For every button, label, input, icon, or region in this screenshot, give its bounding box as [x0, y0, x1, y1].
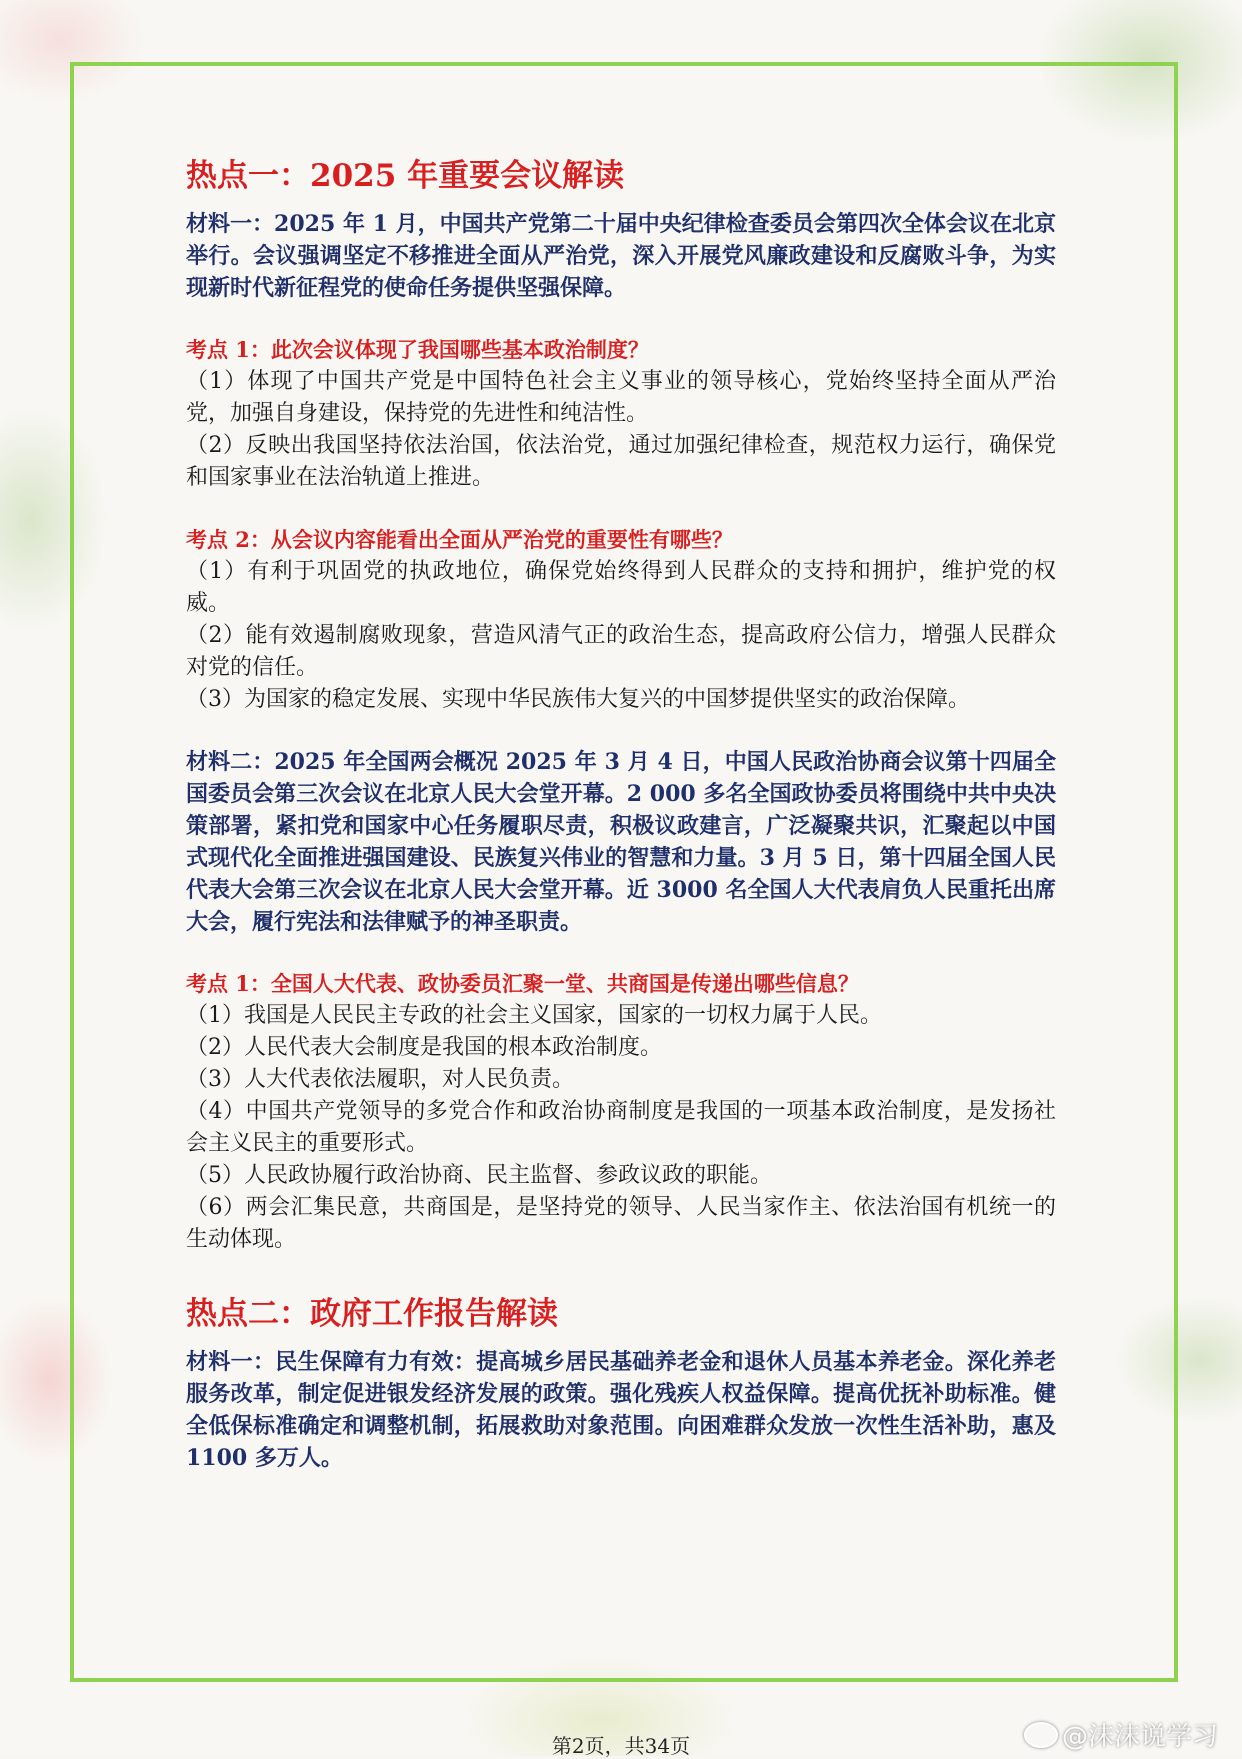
section-1-material-2: 材料二：2025 年全国两会概况 2025 年 3 月 4 日，中国人民政治协商会议第十四届全国委员会第三次会议在北京人民大会堂开幕。2 000 多名全国政协委员将围绕中共中央决策部署，紧扣党和国家中心任务履职尽责，积极议政建言，广泛凝聚共识，汇聚起以中国式现代化全面推进强国建设、民族复兴伟业的智慧和力量。3 月 5 日，第十四届全国人民代表大会第三次会议在北京人民大会堂开幕。近 3000 名全国人大代表肩负人民重托出席大会，履行宪法和法律赋予的神圣职责。 [186, 749, 1056, 935]
watermark-text: @沫沫说学习 [1061, 1722, 1218, 1752]
section-1-title: 热点一：2025 年重要会议解读 [186, 158, 625, 194]
kp-3-point-6: （6）两会汇集民意，共商国是，是坚持党的领导、人民当家作主、依法治国有机统一的生动体现。 [186, 1195, 1056, 1252]
section-2-title: 热点二：政府工作报告解读 [186, 1296, 558, 1332]
kp-2-point-1: （1）有利于巩固党的执政地位，确保党始终得到人民群众的支持和拥护，维护党的权威。 [186, 559, 1056, 616]
document-body [186, 154, 1056, 1474]
section-1-kp-1-title: 考点 1：此次会议体现了我国哪些基本政治制度？ [186, 337, 649, 362]
section-1-kp-2-title: 考点 2：从会议内容能看出全面从严治党的重要性有哪些？ [186, 527, 733, 552]
kp-3-point-1: （1）我国是人民民主专政的社会主义国家，国家的一切权力属于人民。 [186, 1003, 882, 1028]
kp-1-point-1: （1）体现了中国共产党是中国特色社会主义事业的领导核心，党始终坚持全面从严治党，加强自身建设，保持党的先进性和纯洁性。 [186, 369, 1056, 426]
section-2-material-1: 材料一：民生保障有力有效：提高城乡居民基础养老金和退休人员基本养老金。深化养老服务改革，制定促进银发经济发展的政策。强化残疾人权益保障。提高优抚补助标准。健全低保标准确定和调整机制，拓展救助对象范围。向困难群众发放一次性生活补助，惠及 1100 多万人。 [186, 1349, 1056, 1471]
watermark [1024, 1716, 1218, 1753]
section-1-kp-3-title: 考点 1：全国人大代表、政协委员汇聚一堂、共商国是传递出哪些信息？ [186, 971, 859, 996]
kp-3-point-4: （4）中国共产党领导的多党合作和政治协商制度是我国的一项基本政治制度，是发扬社会主义民主的重要形式。 [186, 1099, 1056, 1156]
kp-3-point-5: （5）人民政协履行政治协商、民主监督、参政议政的职能。 [186, 1163, 772, 1188]
paw-icon [1024, 1722, 1058, 1748]
page-number: 第2页，共34页 [551, 1734, 691, 1758]
section-1-material-1: 材料一：2025 年 1 月，中国共产党第二十届中央纪律检查委员会第四次全体会议在北京举行。会议强调坚定不移推进全面从严治党，深入开展党风廉政建设和反腐败斗争，为实现新时代新征程党的使命任务提供坚强保障。 [186, 211, 1056, 301]
kp-1-point-2: （2）反映出我国坚持依法治国，依法治党，通过加强纪律检查，规范权力运行，确保党和国家事业在法治轨道上推进。 [186, 433, 1056, 490]
kp-2-point-2: （2）能有效遏制腐败现象，营造风清气正的政治生态，提高政府公信力，增强人民群众对党的信任。 [186, 623, 1056, 680]
spacer [186, 716, 1056, 746]
kp-2-point-3: （3）为国家的稳定发展、实现中华民族伟大复兴的中国梦提供坚实的政治保障。 [186, 687, 970, 712]
kp-3-point-3: （3）人大代表依法履职，对人民负责。 [186, 1067, 574, 1092]
kp-3-point-2: （2）人民代表大会制度是我国的根本政治制度。 [186, 1035, 662, 1060]
